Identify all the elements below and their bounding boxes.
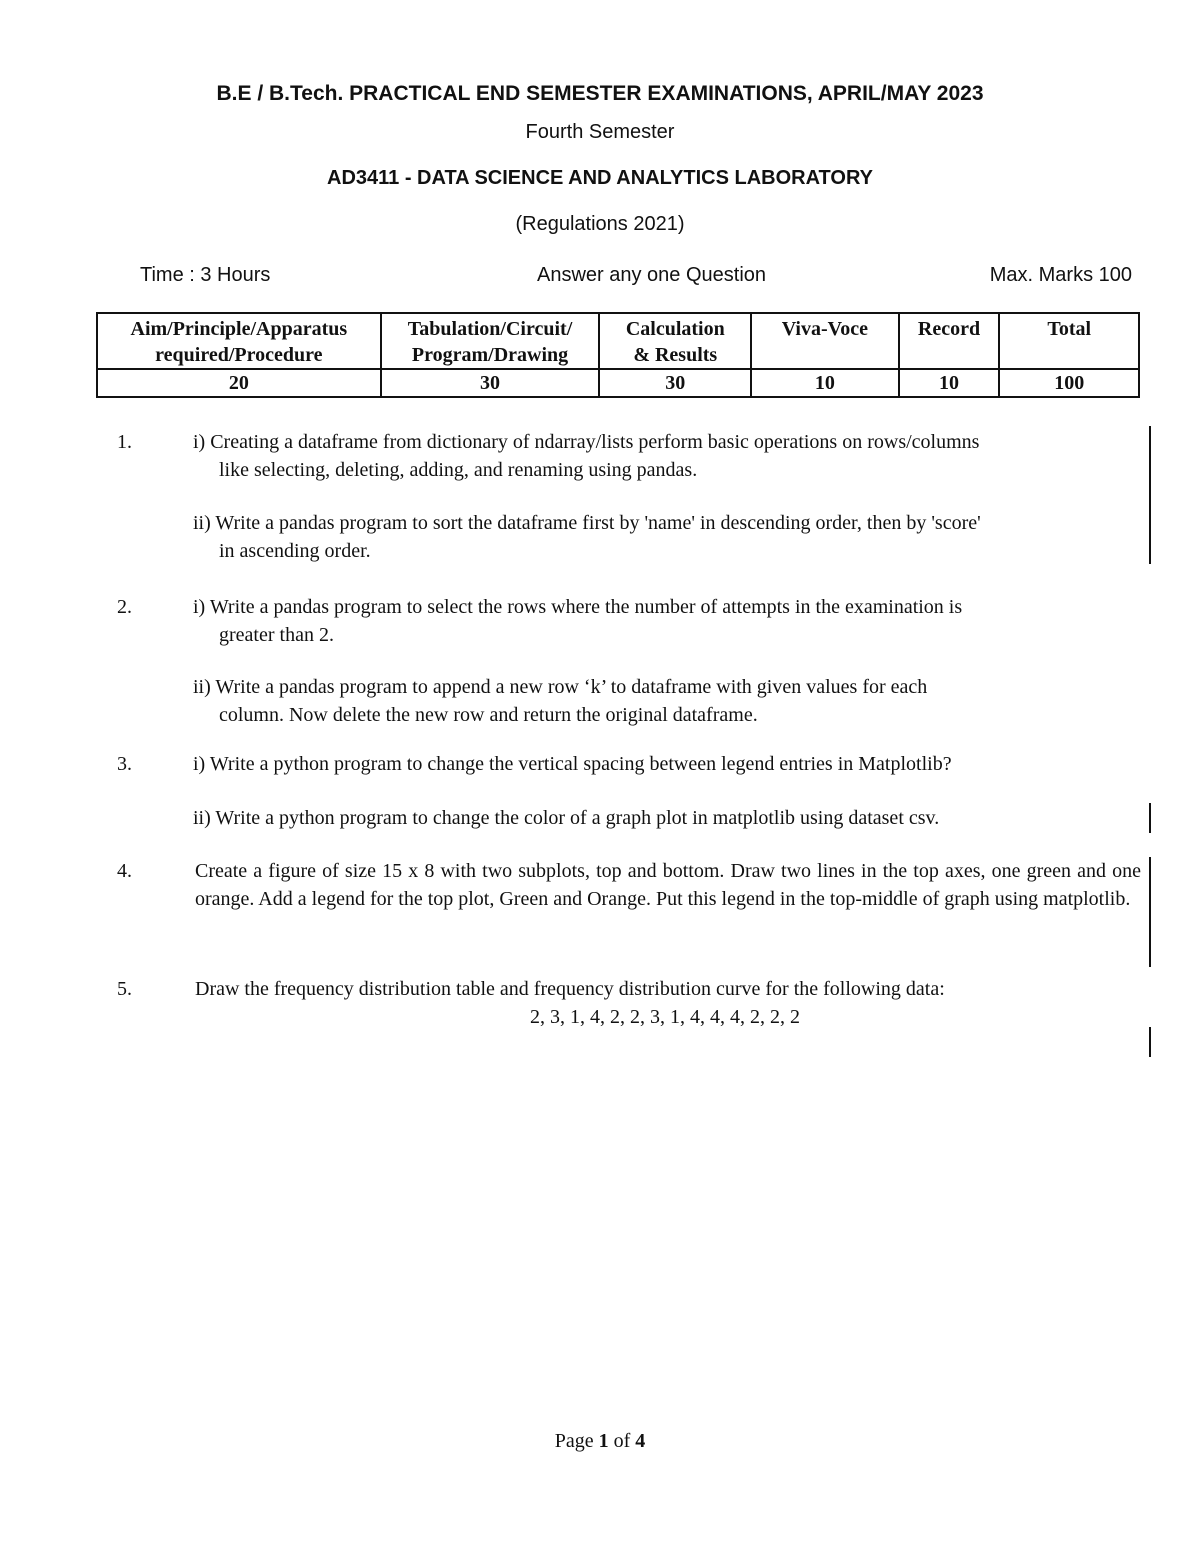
- change-bar: [1149, 426, 1151, 564]
- semester-label: Fourth Semester: [525, 121, 675, 143]
- question-3-part-ii: ii) Write a python program to change the color of a graph plot in matplotlib using dataset csv.: [193, 807, 940, 829]
- question-1-part-ii: ii) Write a pandas program to sort the dataframe first by 'name' in descending order, then by 'score' in ascending order.: [193, 512, 981, 562]
- question-number: 4.: [117, 860, 132, 882]
- question-2-part-i: i) Write a pandas program to select the rows where the number of attempts in the examination is greater than 2.: [193, 596, 963, 646]
- question-3-part-i: i) Write a python program to change the vertical spacing between legend entries in Matplotlib?: [193, 753, 952, 775]
- question-number: 3.: [117, 753, 132, 775]
- table-row: [97, 369, 1139, 397]
- question-4-text: Create a figure of size 15 x 8 with two subplots, top and bottom. Draw two lines in the top axes, one green and one orange. Add a legend for the top plot, Green and Orange. Put this legend in the top-middle of graph using matplotlib.: [195, 860, 1141, 910]
- question-5-text: Draw the frequency distribution table and frequency distribution curve for the following data:: [195, 978, 945, 1000]
- page-current: 1: [598, 1430, 609, 1452]
- table-header-cell: Tabulation/Circuit/ Program/Drawing: [381, 313, 600, 369]
- table-cell: 10: [751, 369, 898, 397]
- table-header-cell: Aim/Principle/Apparatus required/Procedure: [97, 313, 381, 369]
- question-2-part-ii: ii) Write a pandas program to append a new row ‘k’ to dataframe with given values for each column. Now delete the new row and return the original dataframe.: [193, 676, 928, 726]
- table-cell: 30: [381, 369, 600, 397]
- question-number: 2.: [117, 596, 132, 618]
- table-header-cell: Total: [999, 313, 1139, 369]
- table-cell: 20: [97, 369, 381, 397]
- page-total: 4: [635, 1430, 646, 1452]
- change-bar: [1149, 857, 1151, 967]
- table-header-cell: Viva-Voce: [751, 313, 898, 369]
- table-header-cell: Record: [899, 313, 1000, 369]
- page-label: Page: [554, 1430, 594, 1452]
- table-cell: 10: [899, 369, 1000, 397]
- change-bar: [1149, 1027, 1151, 1057]
- table-cell: 100: [999, 369, 1139, 397]
- page-of: of: [613, 1430, 631, 1452]
- question-number: 1.: [117, 431, 132, 453]
- page-footer: [0, 1430, 1200, 1453]
- regulations-label: (Regulations 2021): [515, 213, 685, 235]
- table-cell: 30: [599, 369, 751, 397]
- course-title: AD3411 - DATA SCIENCE AND ANALYTICS LABORATORY: [327, 167, 873, 189]
- time-label: Time : 3 Hours: [140, 264, 271, 286]
- table-header-row: [97, 313, 1139, 369]
- exam-title: B.E / B.Tech. PRACTICAL END SEMESTER EXAMINATIONS, APRIL/MAY 2023: [216, 82, 984, 105]
- question-number: 5.: [117, 978, 132, 1000]
- question-5-data: 2, 3, 1, 4, 2, 2, 3, 1, 4, 4, 4, 2, 2, 2: [530, 1006, 800, 1028]
- table-header-cell: Calculation & Results: [599, 313, 751, 369]
- max-marks-label: Max. Marks 100: [989, 264, 1132, 286]
- marks-table: [96, 312, 1140, 398]
- question-1-part-i: i) Creating a dataframe from dictionary of ndarray/lists perform basic operations on rows/columns like selecting, deleting, adding, and renaming using pandas.: [193, 431, 980, 481]
- change-bar: [1149, 803, 1151, 833]
- instruction-label: Answer any one Question: [537, 264, 767, 286]
